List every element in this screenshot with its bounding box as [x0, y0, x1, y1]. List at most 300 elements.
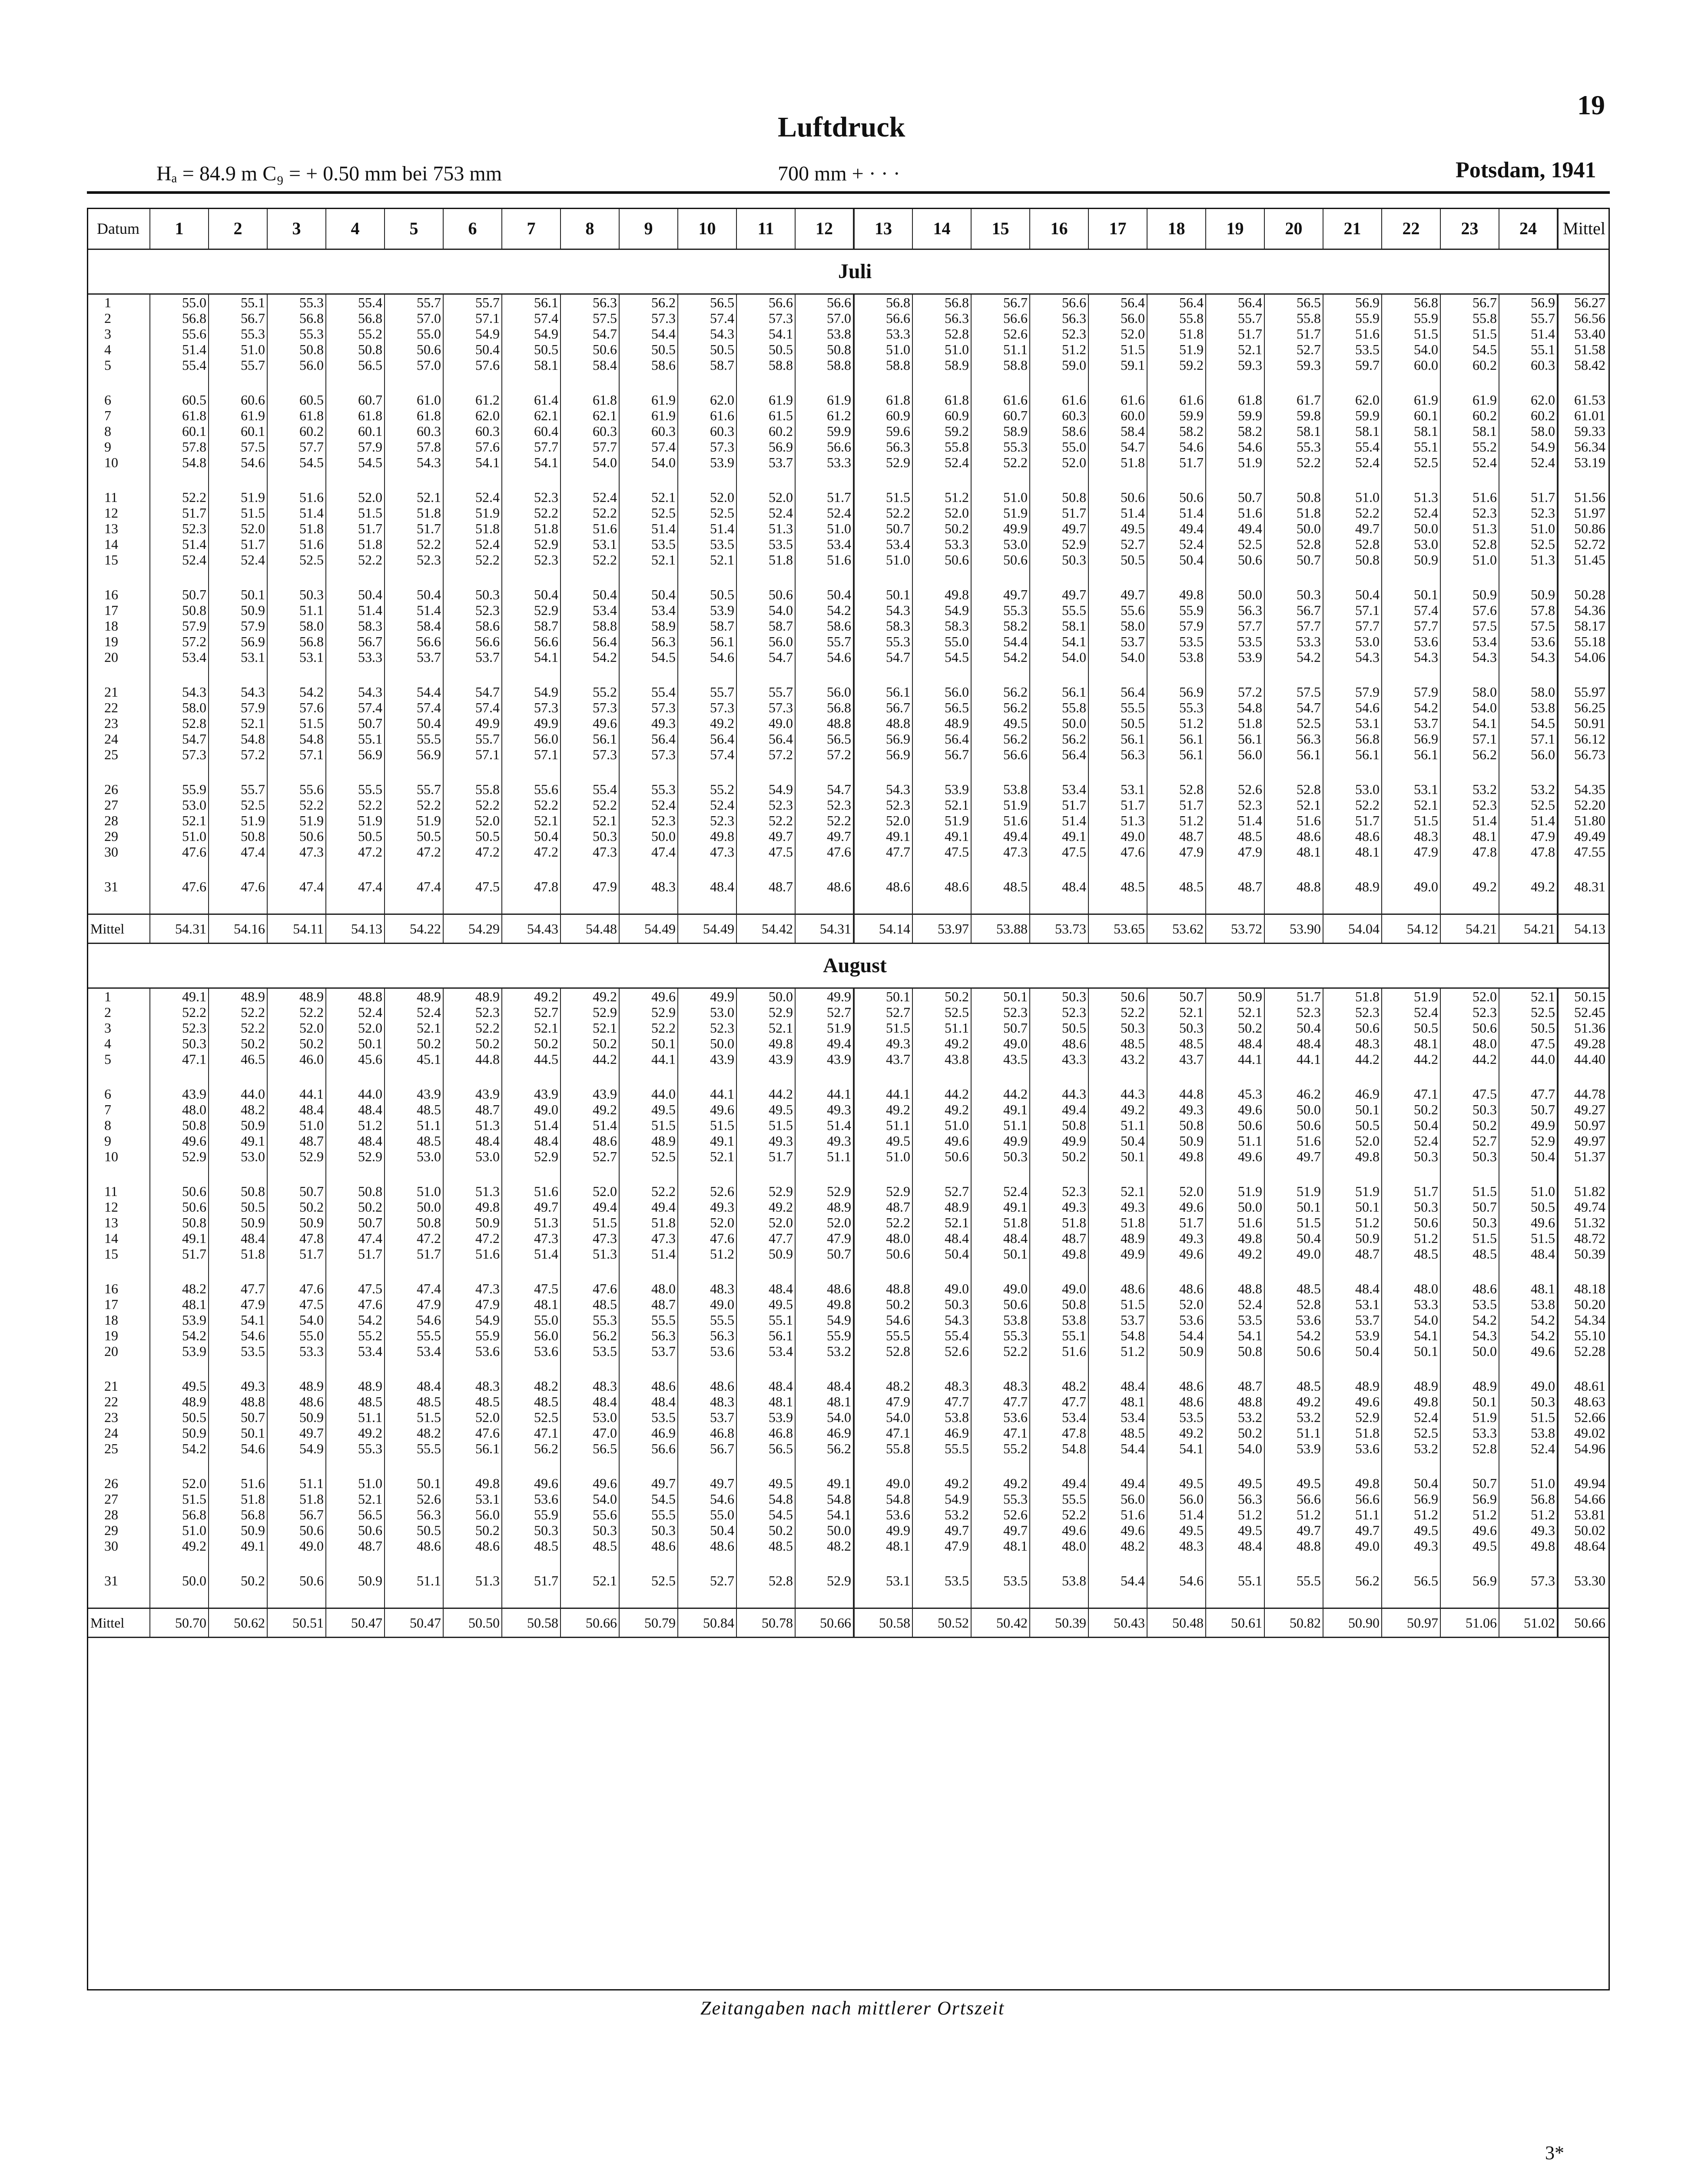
header-hour: 13	[854, 209, 912, 249]
hour-cell: 48.6	[1147, 1281, 1206, 1296]
hour-cell: 53.9	[736, 1409, 795, 1425]
hour-cell: 57.7	[1323, 618, 1382, 634]
hour-cell: 51.1	[1088, 1117, 1147, 1133]
hour-cell: 52.4	[385, 1004, 443, 1020]
hour-cell: 53.5	[1323, 342, 1382, 357]
hour-cell: 47.7	[912, 1394, 971, 1409]
hour-cell: 52.1	[1206, 342, 1264, 357]
hour-cell: 48.4	[326, 1102, 385, 1117]
hour-cell: 57.7	[267, 439, 326, 455]
hour-cell: 52.0	[1147, 1183, 1206, 1199]
hour-cell: 49.2	[678, 715, 736, 731]
hour-cell: 50.5	[326, 828, 385, 844]
hour-cell: 54.4	[619, 326, 678, 342]
spacer-cell	[971, 1456, 1030, 1475]
group-spacer	[87, 1359, 1610, 1378]
hour-cell: 49.0	[1323, 1538, 1382, 1554]
spacer-cell	[912, 665, 971, 684]
spacer-cell	[209, 665, 267, 684]
hour-cell: 48.5	[1147, 1036, 1206, 1051]
hour-cell: 52.4	[209, 552, 267, 568]
hour-cell: 49.5	[971, 715, 1030, 731]
hour-cell: 51.2	[1147, 813, 1206, 828]
spacer-cell	[1147, 1456, 1206, 1475]
hour-cell: 54.8	[1206, 700, 1264, 715]
hour-cell: 48.4	[443, 1133, 502, 1149]
hour-cell: 51.3	[1382, 489, 1440, 505]
hour-cell: 56.8	[854, 294, 912, 311]
hour-cell: 51.7	[1147, 797, 1206, 813]
hour-cell: 53.1	[1382, 781, 1440, 797]
spacer-cell	[87, 1067, 150, 1086]
hour-cell: 55.5	[1088, 700, 1147, 715]
hour-cell: 50.1	[209, 1425, 267, 1441]
spacer-cell	[1264, 762, 1323, 781]
spacer-cell	[560, 665, 619, 684]
spacer-cell	[971, 568, 1030, 587]
table-row	[87, 1149, 1610, 1164]
hour-cell: 50.3	[971, 1149, 1030, 1164]
mean-row	[87, 1608, 1610, 1638]
spacer-cell	[971, 1359, 1030, 1378]
hour-cell: 60.2	[736, 423, 795, 439]
day-cell: 21	[104, 1378, 118, 1394]
spacer-cell	[678, 1262, 736, 1281]
hour-cell: 50.3	[1440, 1102, 1499, 1117]
hour-cell: 51.6	[1323, 326, 1382, 342]
hour-cell: 49.0	[267, 1538, 326, 1554]
hour-cell: 50.5	[1382, 1020, 1440, 1036]
hour-cell: 49.6	[619, 988, 678, 1005]
hour-cell: 52.2	[971, 1343, 1030, 1359]
hour-cell: 54.2	[326, 1312, 385, 1328]
hour-cell: 50.5	[502, 342, 560, 357]
spacer-cell	[1088, 1456, 1147, 1475]
hour-cell: 54.2	[560, 649, 619, 665]
hour-cell: 47.2	[443, 1230, 502, 1246]
hour-cell: 55.5	[385, 731, 443, 747]
hour-cell: 55.2	[326, 1328, 385, 1343]
hour-cell: 49.8	[1323, 1149, 1382, 1164]
hour-cell: 53.5	[736, 536, 795, 552]
header-hour: 22	[1382, 209, 1440, 249]
hour-cell: 52.0	[678, 1215, 736, 1230]
day-cell: 11	[104, 1183, 118, 1199]
spacer-cell	[736, 470, 795, 489]
hour-cell: 53.7	[619, 1343, 678, 1359]
hour-cell: 53.9	[1323, 1328, 1382, 1343]
hour-cell: 53.1	[854, 1573, 912, 1588]
hour-cell: 54.2	[1382, 700, 1440, 715]
hour-cell: 48.3	[443, 1378, 502, 1394]
hour-cell: 50.7	[150, 587, 209, 602]
mean-cell: 58.17	[1558, 618, 1610, 634]
hour-cell: 53.1	[267, 649, 326, 665]
mean-cell: 47.55	[1558, 844, 1610, 860]
hour-cell: 51.9	[971, 797, 1030, 813]
hour-cell: 47.2	[443, 844, 502, 860]
hour-cell: 47.0	[560, 1425, 619, 1441]
hour-cell: 48.0	[854, 1230, 912, 1246]
spacer-cell	[1558, 1456, 1610, 1475]
signature-mark: 3*	[1545, 2142, 1564, 2163]
hour-cell: 52.2	[326, 552, 385, 568]
spacer-cell	[854, 1554, 912, 1573]
hour-cell: 48.1	[736, 1394, 795, 1409]
hour-cell: 60.7	[971, 408, 1030, 423]
hour-cell: 52.0	[326, 1020, 385, 1036]
spacer-cell	[326, 894, 385, 914]
hour-cell: 60.3	[560, 423, 619, 439]
hour-cell: 61.9	[619, 392, 678, 408]
mean-row-label: Mittel	[87, 1608, 150, 1638]
hour-cell: 49.8	[1147, 1149, 1206, 1164]
hour-cell: 52.2	[560, 552, 619, 568]
hour-cell: 53.9	[150, 1312, 209, 1328]
hour-cell: 50.5	[1323, 1117, 1382, 1133]
hour-cell: 47.6	[443, 1425, 502, 1441]
hour-cell: 51.7	[326, 1246, 385, 1262]
hour-cell: 49.9	[1030, 1133, 1088, 1149]
hour-cell: 52.3	[502, 489, 560, 505]
day-cell: 26	[104, 1475, 118, 1491]
spacer-cell	[912, 373, 971, 392]
spacer-cell	[619, 1588, 678, 1608]
hour-cell: 52.3	[1264, 1004, 1323, 1020]
hour-cell: 55.0	[912, 634, 971, 649]
hour-cell: 49.6	[560, 1475, 619, 1491]
spacer-cell	[150, 1067, 209, 1086]
hour-cell: 48.9	[1088, 1230, 1147, 1246]
spacer-cell	[1382, 1588, 1440, 1608]
hour-cell: 44.1	[1206, 1051, 1264, 1067]
hour-cell: 54.9	[443, 1312, 502, 1328]
hour-cell: 57.0	[385, 357, 443, 373]
hour-cell: 55.3	[267, 326, 326, 342]
header-hour: 5	[385, 209, 443, 249]
hour-cell: 53.5	[912, 1573, 971, 1588]
header-hour: 19	[1206, 209, 1264, 249]
hour-cell: 52.2	[443, 797, 502, 813]
spacer-cell	[326, 1554, 385, 1573]
mean-cell: 51.80	[1558, 813, 1610, 828]
hour-cell: 56.5	[678, 294, 736, 311]
spacer-cell	[209, 1588, 267, 1608]
hour-cell: 50.1	[1264, 1199, 1323, 1215]
header-hour: 21	[1323, 209, 1382, 249]
hour-cell: 52.4	[443, 536, 502, 552]
hour-cell: 60.7	[326, 392, 385, 408]
spacer-cell	[1264, 665, 1323, 684]
hour-cell: 52.4	[1206, 1296, 1264, 1312]
hour-cell: 54.8	[854, 1491, 912, 1507]
hour-cell: 51.6	[1264, 1133, 1323, 1149]
spacer-cell	[209, 894, 267, 914]
hour-cell: 50.7	[267, 1183, 326, 1199]
mean-cell: 51.97	[1558, 505, 1610, 521]
hour-cell: 50.3	[912, 1296, 971, 1312]
spacer-cell	[971, 1554, 1030, 1573]
day-cell: 1	[104, 989, 111, 1004]
hour-cell: 52.3	[1030, 1004, 1088, 1020]
hour-cell: 59.7	[1323, 357, 1382, 373]
hour-cell: 48.4	[678, 879, 736, 894]
hour-cell: 57.4	[678, 747, 736, 762]
hour-cell: 51.1	[1323, 1507, 1382, 1522]
hour-cell: 56.0	[502, 731, 560, 747]
hour-cell: 50.6	[912, 552, 971, 568]
hour-cell: 53.9	[678, 602, 736, 618]
hour-cell: 49.0	[678, 1296, 736, 1312]
day-cell: 3	[104, 1020, 111, 1036]
hour-cell: 50.7	[1206, 489, 1264, 505]
hour-cell: 52.3	[1030, 326, 1088, 342]
hour-cell: 56.8	[267, 310, 326, 326]
hour-cell: 49.0	[912, 1281, 971, 1296]
hour-cell: 50.7	[1264, 552, 1323, 568]
spacer-cell	[1264, 860, 1323, 879]
hour-cell: 51.6	[1264, 813, 1323, 828]
mean-cell: 54.34	[1558, 1312, 1610, 1328]
mean-cell: 50.91	[1558, 715, 1610, 731]
hour-cell: 49.7	[912, 1522, 971, 1538]
hour-cell: 56.5	[795, 731, 854, 747]
header-hour: 17	[1088, 209, 1147, 249]
hour-cell: 53.1	[1088, 781, 1147, 797]
hour-cell: 51.7	[1030, 797, 1088, 813]
hour-cell: 55.5	[678, 1312, 736, 1328]
spacer-cell	[1499, 665, 1558, 684]
hour-cell: 52.1	[385, 1020, 443, 1036]
spacer-cell	[971, 1262, 1030, 1281]
spacer-cell	[443, 470, 502, 489]
spacer-cell	[736, 860, 795, 879]
hour-mean-cell: 50.43	[1088, 1608, 1147, 1638]
hour-cell: 50.7	[854, 521, 912, 536]
table-row	[87, 505, 1610, 521]
hour-cell: 47.5	[267, 1296, 326, 1312]
hour-cell: 52.2	[1264, 455, 1323, 470]
hour-cell: 46.9	[619, 1425, 678, 1441]
spacer-cell	[912, 762, 971, 781]
hour-cell: 51.5	[1499, 1409, 1558, 1425]
hour-cell: 47.5	[912, 844, 971, 860]
spacer-cell	[385, 860, 443, 879]
hour-cell: 54.0	[1030, 649, 1088, 665]
spacer-cell	[678, 568, 736, 587]
hour-mean-cell: 53.73	[1030, 914, 1088, 944]
hour-cell: 56.1	[1088, 731, 1147, 747]
hour-cell: 47.2	[385, 844, 443, 860]
hour-cell: 54.7	[150, 731, 209, 747]
hour-cell: 57.1	[502, 747, 560, 762]
hour-cell: 51.6	[1088, 1507, 1147, 1522]
hour-cell: 50.0	[150, 1573, 209, 1588]
day-cell: 16	[104, 1281, 118, 1296]
spacer-cell	[678, 373, 736, 392]
hour-cell: 51.8	[1323, 1425, 1382, 1441]
hour-cell: 50.0	[385, 1199, 443, 1215]
hour-cell: 48.2	[150, 1281, 209, 1296]
hour-cell: 50.5	[209, 1199, 267, 1215]
hour-cell: 49.9	[1499, 1117, 1558, 1133]
hour-cell: 54.6	[854, 1312, 912, 1328]
hour-cell: 51.1	[326, 1409, 385, 1425]
hour-cell: 54.6	[1206, 439, 1264, 455]
hour-cell: 57.3	[619, 700, 678, 715]
spacer-cell	[385, 1164, 443, 1183]
spacer-cell	[1206, 1554, 1264, 1573]
hour-cell: 49.6	[560, 715, 619, 731]
hour-cell: 50.3	[1382, 1149, 1440, 1164]
spacer-cell	[443, 1588, 502, 1608]
hour-cell: 50.5	[736, 342, 795, 357]
hour-cell: 56.4	[1030, 747, 1088, 762]
hour-cell: 49.5	[1382, 1522, 1440, 1538]
spacer-cell	[1499, 1588, 1558, 1608]
hour-cell: 52.0	[209, 521, 267, 536]
hour-cell: 56.3	[1030, 310, 1088, 326]
hour-cell: 58.9	[971, 423, 1030, 439]
hour-cell: 47.2	[326, 844, 385, 860]
spacer-cell	[1030, 1164, 1088, 1183]
mean-cell: 48.64	[1558, 1538, 1610, 1554]
spacer-cell	[1323, 373, 1382, 392]
hour-cell: 49.4	[1030, 1475, 1088, 1491]
spacer-cell	[267, 1456, 326, 1475]
hour-cell: 52.2	[854, 1215, 912, 1230]
hour-cell: 53.4	[1030, 1409, 1088, 1425]
day-cell: 29	[104, 828, 118, 844]
hour-cell: 50.9	[1499, 587, 1558, 602]
hour-cell: 57.6	[1440, 602, 1499, 618]
hour-cell: 47.6	[326, 1296, 385, 1312]
hour-cell: 54.5	[267, 455, 326, 470]
hour-cell: 51.6	[267, 536, 326, 552]
hour-cell: 56.0	[912, 684, 971, 700]
spacer-cell	[1558, 1262, 1610, 1281]
hour-cell: 59.3	[1264, 357, 1323, 373]
hour-cell: 43.9	[560, 1086, 619, 1102]
spacer-cell	[209, 373, 267, 392]
spacer-cell	[1147, 860, 1206, 879]
hour-cell: 53.3	[1382, 1296, 1440, 1312]
hour-cell: 49.1	[209, 1538, 267, 1554]
hour-cell: 47.9	[1147, 844, 1206, 860]
hour-cell: 58.6	[795, 618, 854, 634]
spacer-cell	[150, 1262, 209, 1281]
spacer-cell	[1440, 762, 1499, 781]
hour-cell: 49.1	[150, 988, 209, 1005]
hour-cell: 51.8	[1264, 505, 1323, 521]
hour-cell: 51.8	[1088, 455, 1147, 470]
hour-cell: 55.9	[502, 1507, 560, 1522]
hour-cell: 51.5	[1499, 1230, 1558, 1246]
hour-cell: 56.6	[1323, 1491, 1382, 1507]
table-row	[87, 408, 1610, 423]
hour-cell: 48.5	[560, 1538, 619, 1554]
hour-cell: 49.0	[1264, 1246, 1323, 1262]
spacer-cell	[795, 1359, 854, 1378]
hour-mean-cell: 50.66	[560, 1608, 619, 1638]
hour-cell: 61.9	[209, 408, 267, 423]
spacer-cell	[385, 894, 443, 914]
hour-mean-cell: 54.49	[619, 914, 678, 944]
mean-cell: 50.02	[1558, 1522, 1610, 1538]
hour-cell: 49.8	[1147, 587, 1206, 602]
hour-cell: 54.2	[1499, 1328, 1558, 1343]
hour-cell: 56.5	[560, 1441, 619, 1456]
hour-cell: 61.9	[1382, 392, 1440, 408]
day-cell: 5	[104, 1051, 111, 1067]
hour-cell: 50.2	[267, 1036, 326, 1051]
hour-mean-cell: 54.31	[795, 914, 854, 944]
hour-cell: 61.9	[1440, 392, 1499, 408]
hour-cell: 48.7	[1206, 1378, 1264, 1394]
hour-cell: 58.8	[854, 357, 912, 373]
spacer-cell	[443, 860, 502, 879]
hour-cell: 55.6	[502, 781, 560, 797]
hour-cell: 51.1	[854, 1117, 912, 1133]
hour-cell: 54.3	[1499, 649, 1558, 665]
hour-cell: 49.6	[1088, 1522, 1147, 1538]
mean-cell: 48.63	[1558, 1394, 1610, 1409]
hour-cell: 51.0	[1499, 1183, 1558, 1199]
group-spacer	[87, 894, 1610, 914]
mean-cell: 48.61	[1558, 1378, 1610, 1394]
hour-cell: 51.4	[150, 536, 209, 552]
hour-cell: 52.2	[502, 797, 560, 813]
hour-cell: 50.7	[795, 1246, 854, 1262]
hour-cell: 54.1	[795, 1507, 854, 1522]
hour-cell: 52.9	[502, 1149, 560, 1164]
hour-mean-cell: 50.51	[267, 1608, 326, 1638]
hour-cell: 51.7	[385, 521, 443, 536]
hour-cell: 50.1	[854, 988, 912, 1005]
hour-cell: 58.0	[267, 618, 326, 634]
hour-cell: 47.6	[560, 1281, 619, 1296]
hour-cell: 58.4	[385, 618, 443, 634]
hour-cell: 52.1	[1382, 797, 1440, 813]
hour-cell: 53.3	[854, 326, 912, 342]
hour-cell: 48.5	[385, 1133, 443, 1149]
hour-cell: 52.7	[854, 1004, 912, 1020]
hour-cell: 52.4	[443, 489, 502, 505]
table-row	[87, 1312, 1610, 1328]
hour-cell: 53.8	[912, 1409, 971, 1425]
spacer-cell	[1558, 470, 1610, 489]
hour-cell: 51.3	[1499, 552, 1558, 568]
hour-cell: 50.6	[267, 1522, 326, 1538]
hour-cell: 54.9	[267, 1441, 326, 1456]
hour-cell: 50.4	[1264, 1230, 1323, 1246]
hour-cell: 54.9	[1499, 439, 1558, 455]
spacer-cell	[267, 1262, 326, 1281]
hour-cell: 56.5	[912, 700, 971, 715]
hour-cell: 53.0	[1323, 781, 1382, 797]
hour-cell: 52.3	[1440, 505, 1499, 521]
hour-cell: 53.4	[795, 536, 854, 552]
hour-cell: 57.1	[1440, 731, 1499, 747]
day-cell: 6	[104, 1086, 111, 1102]
spacer-cell	[326, 1588, 385, 1608]
hour-cell: 57.1	[1499, 731, 1558, 747]
hour-cell: 53.0	[678, 1004, 736, 1020]
hour-cell: 52.0	[736, 1215, 795, 1230]
hour-cell: 47.3	[267, 844, 326, 860]
hour-cell: 51.5	[1088, 342, 1147, 357]
hour-cell: 56.5	[326, 1507, 385, 1522]
